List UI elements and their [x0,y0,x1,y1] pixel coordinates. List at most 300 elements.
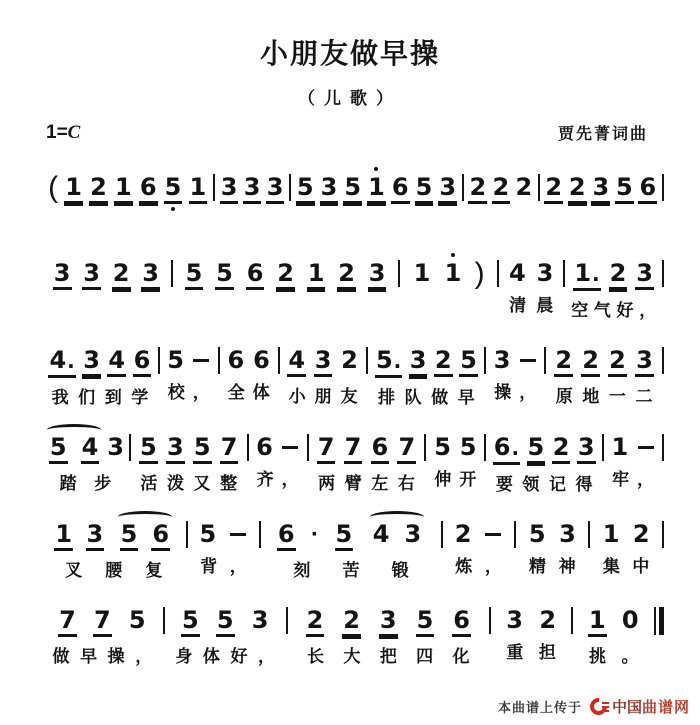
measure [188,509,260,578]
notes-row [165,595,286,637]
lyric-row [291,212,462,235]
score-line [42,335,664,409]
measure [42,162,213,235]
notes-row [215,162,288,204]
key-letter: C [67,122,81,143]
note: 5 [296,175,315,204]
note: 6 [452,608,471,637]
note: 4 [287,348,306,377]
score-line [42,509,664,582]
lyric-syllable: ， [281,470,299,489]
note: 5 [49,435,68,464]
lyric-syllable: 校 [167,383,185,402]
lyric-syllable: 臂 [344,474,362,493]
measure [309,422,425,495]
final-bar-thick [659,607,664,635]
lyric-row [486,473,602,496]
augmentation-dot: . [592,262,600,286]
lyric-syllable: 开 [459,470,477,489]
barline [662,434,664,461]
note: 3 [141,261,160,290]
note: 6 [277,522,296,551]
lyric-row [42,386,158,409]
note: 7 [93,608,112,637]
lyric-row [42,559,186,582]
lyric-syllable: 空 [571,301,589,320]
lyric-syllable: 领 [522,475,540,494]
note: 3 [591,175,610,204]
note: 3 [53,261,72,290]
note: 5 [527,435,546,464]
note: 2 [89,175,108,204]
lyric-row [131,472,247,495]
note: 3 [635,348,654,377]
note: 7 [220,435,239,464]
note: 6 [133,348,152,377]
lyric-syllable: 二 [635,387,653,406]
lyric-syllable: ， [135,647,153,666]
lyric-row [42,645,163,668]
note: 3 [314,348,333,377]
note: 4 [107,348,126,377]
note: 6 [139,175,158,204]
lyric-syllable: 踏 [59,474,77,493]
lyric-row [249,468,307,491]
lyric-syllable: 友 [340,387,358,406]
notes-row [131,422,247,464]
notes-row [540,162,662,204]
measure [573,595,654,668]
lyric-syllable: 得 [575,475,593,494]
note: 2 [276,261,295,290]
note: 7 [58,608,77,637]
dash-note [636,435,656,460]
note: 3 [320,175,339,204]
note: 5 [215,261,234,290]
lyric-row [42,212,213,235]
lyric-syllable: 重 [506,643,524,662]
lyric-row [499,294,563,317]
note: 2 [568,175,587,204]
augmentation-dot: . [393,349,402,373]
lyric-row [309,472,425,495]
note: 2 [454,520,472,548]
notes-row [486,335,544,373]
augmentation-dot: . [511,436,520,460]
lyric-syllable: 到 [104,388,122,407]
note: 2 [552,435,571,464]
note: 2 [492,175,511,204]
measure [42,595,163,668]
lyric-syllable: 复 [145,561,163,580]
note: 7 [317,435,336,464]
measure [42,248,171,321]
lyric-row [426,468,484,491]
final-bar-thin [654,607,656,635]
note: 6. [493,435,520,465]
note: 5 [199,520,217,548]
notes-row [546,335,662,377]
cqp-logo-icon [590,698,607,715]
note: 2 [544,175,563,204]
note: 4 [81,435,100,464]
notes-row [604,422,662,460]
lyric-syllable: 身 [175,647,193,666]
lyric-syllable: 我 [51,388,69,407]
notes-row [400,248,497,290]
notes-row [368,335,484,378]
lyric-syllable: 神 [558,557,576,576]
note: 1 [413,259,431,287]
note: 5 [139,435,158,464]
measure [540,162,662,235]
note: 6 [256,433,273,461]
note: 3 [166,435,185,464]
note: 3 [82,261,101,290]
lyric-syllable: 腰 [105,561,123,580]
lyric-row [220,381,278,404]
dash-note [483,522,503,547]
note: 2 [632,520,650,548]
lyric-syllable: 精 [529,557,547,576]
dash-note [518,348,538,373]
lyric-syllable: 步 [94,474,112,493]
measure [288,595,489,668]
score-line [42,162,664,235]
note: 3 [506,606,523,634]
note: 1 [367,175,386,204]
lyric-syllable: 集 [602,557,620,576]
note: 5 [459,348,478,377]
notes-row [42,595,163,637]
measure [131,422,247,495]
note: 5 [167,346,184,374]
lyric-syllable: 队 [404,388,422,407]
lyric-syllable: 把 [379,647,397,666]
lyric-syllable: 做 [431,388,449,407]
measure [426,422,484,491]
measure [249,422,307,491]
measure [486,422,602,496]
notes-row [188,509,260,547]
notes-row [42,422,129,464]
note: 2 [554,348,573,377]
measure [491,595,572,664]
measure [261,509,440,582]
note: 3 [577,435,596,464]
measure [280,335,367,408]
lyric-syllable: 们 [78,388,96,407]
lyric-syllable: 做 [52,647,70,666]
page-title: 小朋友做早操 [259,38,440,69]
note: 5 [193,435,212,464]
key-prefix: 1= [46,122,68,143]
slur-arc [46,435,102,464]
measure [42,422,129,495]
lyric-syllable: 小 [288,387,306,406]
lyric-syllable: 伸 [434,470,452,489]
notes-row [173,248,398,290]
lyric-row [540,212,662,235]
note: 3 [404,520,422,548]
note: 2 [337,261,356,290]
measure [160,335,218,404]
lyric-syllable: 晨 [536,296,554,315]
lyric-syllable: 锻 [391,561,409,580]
lyric-row [573,645,654,668]
parenthesis: ( [48,171,59,204]
measure [546,335,662,408]
note: 3 [368,261,387,290]
lyric-syllable: 原 [555,387,573,406]
lyric-row [590,555,662,578]
notes-row [516,509,588,547]
note: 3 [409,348,428,377]
lyric-syllable: 好 [230,647,248,666]
lyric-syllable: 清 [509,296,527,315]
notes-row [464,162,537,204]
note: 5 [128,606,146,634]
lyric-syllable: 早 [457,388,475,407]
octave-dot-below [171,207,175,211]
lyric-syllable: 要 [495,475,513,494]
note: 3 [536,259,554,287]
lyric-syllable: 体 [202,647,220,666]
lyric-row [261,559,440,582]
score [42,162,664,668]
composer-credit: 贾先菁词曲 [557,126,648,143]
lyric-syllable: 又 [193,474,211,493]
lyric-syllable: 背 [200,557,218,576]
notes-row [280,335,367,377]
parenthesis: ) [474,257,485,290]
measure [604,422,662,491]
lyric-row [368,386,484,409]
note: 7 [344,435,363,464]
lyric-row [42,472,129,495]
note: 3 [82,348,101,377]
note: 2 [581,348,600,377]
slur-arc [117,522,173,551]
octave-dot-above [451,253,455,257]
note: 5 [528,520,546,548]
measure [165,595,286,668]
lyric-syllable: 体 [252,383,270,402]
dash-note [280,435,300,460]
lyric-syllable: 担 [538,643,556,662]
lyric-syllable: 泼 [166,474,184,493]
lyric-row [491,641,572,664]
lyric-syllable: 叉 [65,561,83,580]
notes-row [499,248,563,286]
lyric-row [400,295,497,318]
lyric-syllable: ， [192,383,210,402]
note: 3 [379,608,398,637]
notes-row [42,248,171,290]
lyric-row [443,555,515,578]
lyric-syllable: ， [519,383,537,402]
note: 1 [444,261,463,286]
lyric-row [604,468,662,491]
lyric-syllable: 记 [548,475,566,494]
lyric-syllable: 挑 [588,647,606,666]
note: 1 [307,261,326,290]
barline [662,174,664,201]
lyric-syllable: 整 [220,474,238,493]
note: 5 [164,175,183,204]
note: 3 [635,261,654,290]
note: 1 [64,175,83,204]
notes-row [42,335,158,378]
lyric-syllable: 朋 [314,387,332,406]
note: 1. [573,261,600,291]
measure [516,509,588,578]
note: 5 [343,175,362,204]
lyric-row [215,212,288,235]
note: 3 [266,175,285,204]
dash-note [191,348,211,373]
lyric-syllable: 气 [593,301,611,320]
notes-row [491,595,572,633]
note: 6 [246,261,265,290]
note: 4. [48,348,75,378]
lyric-syllable: 左 [371,474,389,493]
lyric-syllable: 。 [621,647,639,666]
barline [662,260,664,287]
site-name-cn: 中国 [611,699,642,716]
notes-row [573,595,654,637]
lyric-syllable: 活 [140,474,158,493]
note: 3 [86,522,105,551]
note: 4 [372,520,390,548]
measure [368,335,484,409]
note: 6 [253,346,270,374]
lyric-row [464,212,537,235]
note: 5 [185,261,204,290]
note: 3 [243,175,262,204]
lyric-syllable: 一 [608,387,626,406]
note: 3 [559,520,576,548]
note: 2 [468,175,487,204]
note: 1 [189,175,208,204]
notes-row [309,422,425,464]
note: 5 [434,433,451,461]
slur-arc [369,522,425,547]
note: 2 [434,348,453,377]
score-line [42,595,664,668]
lyric-syllable: ， [229,557,247,576]
measure [400,248,497,318]
lyric-syllable: ， [484,557,502,576]
measure [499,248,563,317]
note: 6 [151,522,170,551]
measure [590,509,662,578]
augmentation-dot: . [67,349,75,373]
final-barline [654,607,664,635]
note: 1 [611,433,629,461]
note: 4 [508,259,526,287]
lyric-syllable: 好 [616,301,634,320]
note: 6 [371,435,390,464]
lyric-row [565,299,662,322]
lyric-syllable: ， [637,470,655,489]
lyric-syllable: 齐 [256,470,274,489]
lyric-syllable: 四 [416,647,434,666]
octave-dot-above [374,167,378,171]
notes-row [443,509,515,547]
lyric-row [486,381,544,404]
note: 0 [621,606,639,634]
lyric-syllable: 学 [131,388,149,407]
score-line [42,248,664,322]
lyric-syllable: 苦 [342,561,360,580]
measure [565,248,662,322]
measure [464,162,537,235]
lyric-row [288,645,489,668]
lyric-syllable: 两 [318,474,336,493]
lyric-row [516,555,588,578]
note: 5 [216,608,235,637]
note: 1 [54,522,73,551]
lyric-row [280,385,367,408]
footer-watermark [498,696,690,717]
note: 1 [602,520,620,548]
lyric-syllable: 全 [227,383,245,402]
lyric-syllable: 排 [378,388,396,407]
lyric-syllable: 地 [582,387,600,406]
note: 3 [438,175,457,204]
note: 5 [459,433,477,461]
notes-row [42,162,213,204]
site-name-rest: 曲谱网 [641,699,690,716]
lyric-row [165,645,286,668]
note: 1 [588,608,607,637]
dash-note [228,522,248,547]
lyric-row [188,555,260,578]
lyric-syllable: 刻 [293,561,311,580]
notes-row [220,335,278,373]
lyric-syllable: 长 [306,647,324,666]
notes-row [249,422,307,460]
note: 5. [375,348,402,378]
note: 2 [341,346,358,374]
lyric-syllable: 大 [343,647,361,666]
measure [42,509,186,582]
upload-note-text: 本曲谱上传于 [497,700,582,715]
note: 2 [608,348,627,377]
measure [215,162,288,235]
note: 2 [306,608,325,637]
measure [220,335,278,404]
lyric-syllable: ， [639,301,657,320]
notes-row [486,422,602,465]
measure [486,335,544,404]
lyric-syllable: 炼 [455,557,473,576]
lyric-syllable: ， [257,647,275,666]
measure [291,162,462,235]
note: 5 [416,608,435,637]
lyric-syllable: 化 [452,647,470,666]
note: 6 [227,346,245,374]
note: 5 [181,608,200,637]
note: 2 [112,261,131,290]
key-signature [46,122,80,144]
lyric-syllable: 操 [107,647,125,666]
lyric-syllable: 早 [80,647,98,666]
barline [662,347,664,374]
note: 6 [638,175,657,204]
meta-row [46,121,648,144]
